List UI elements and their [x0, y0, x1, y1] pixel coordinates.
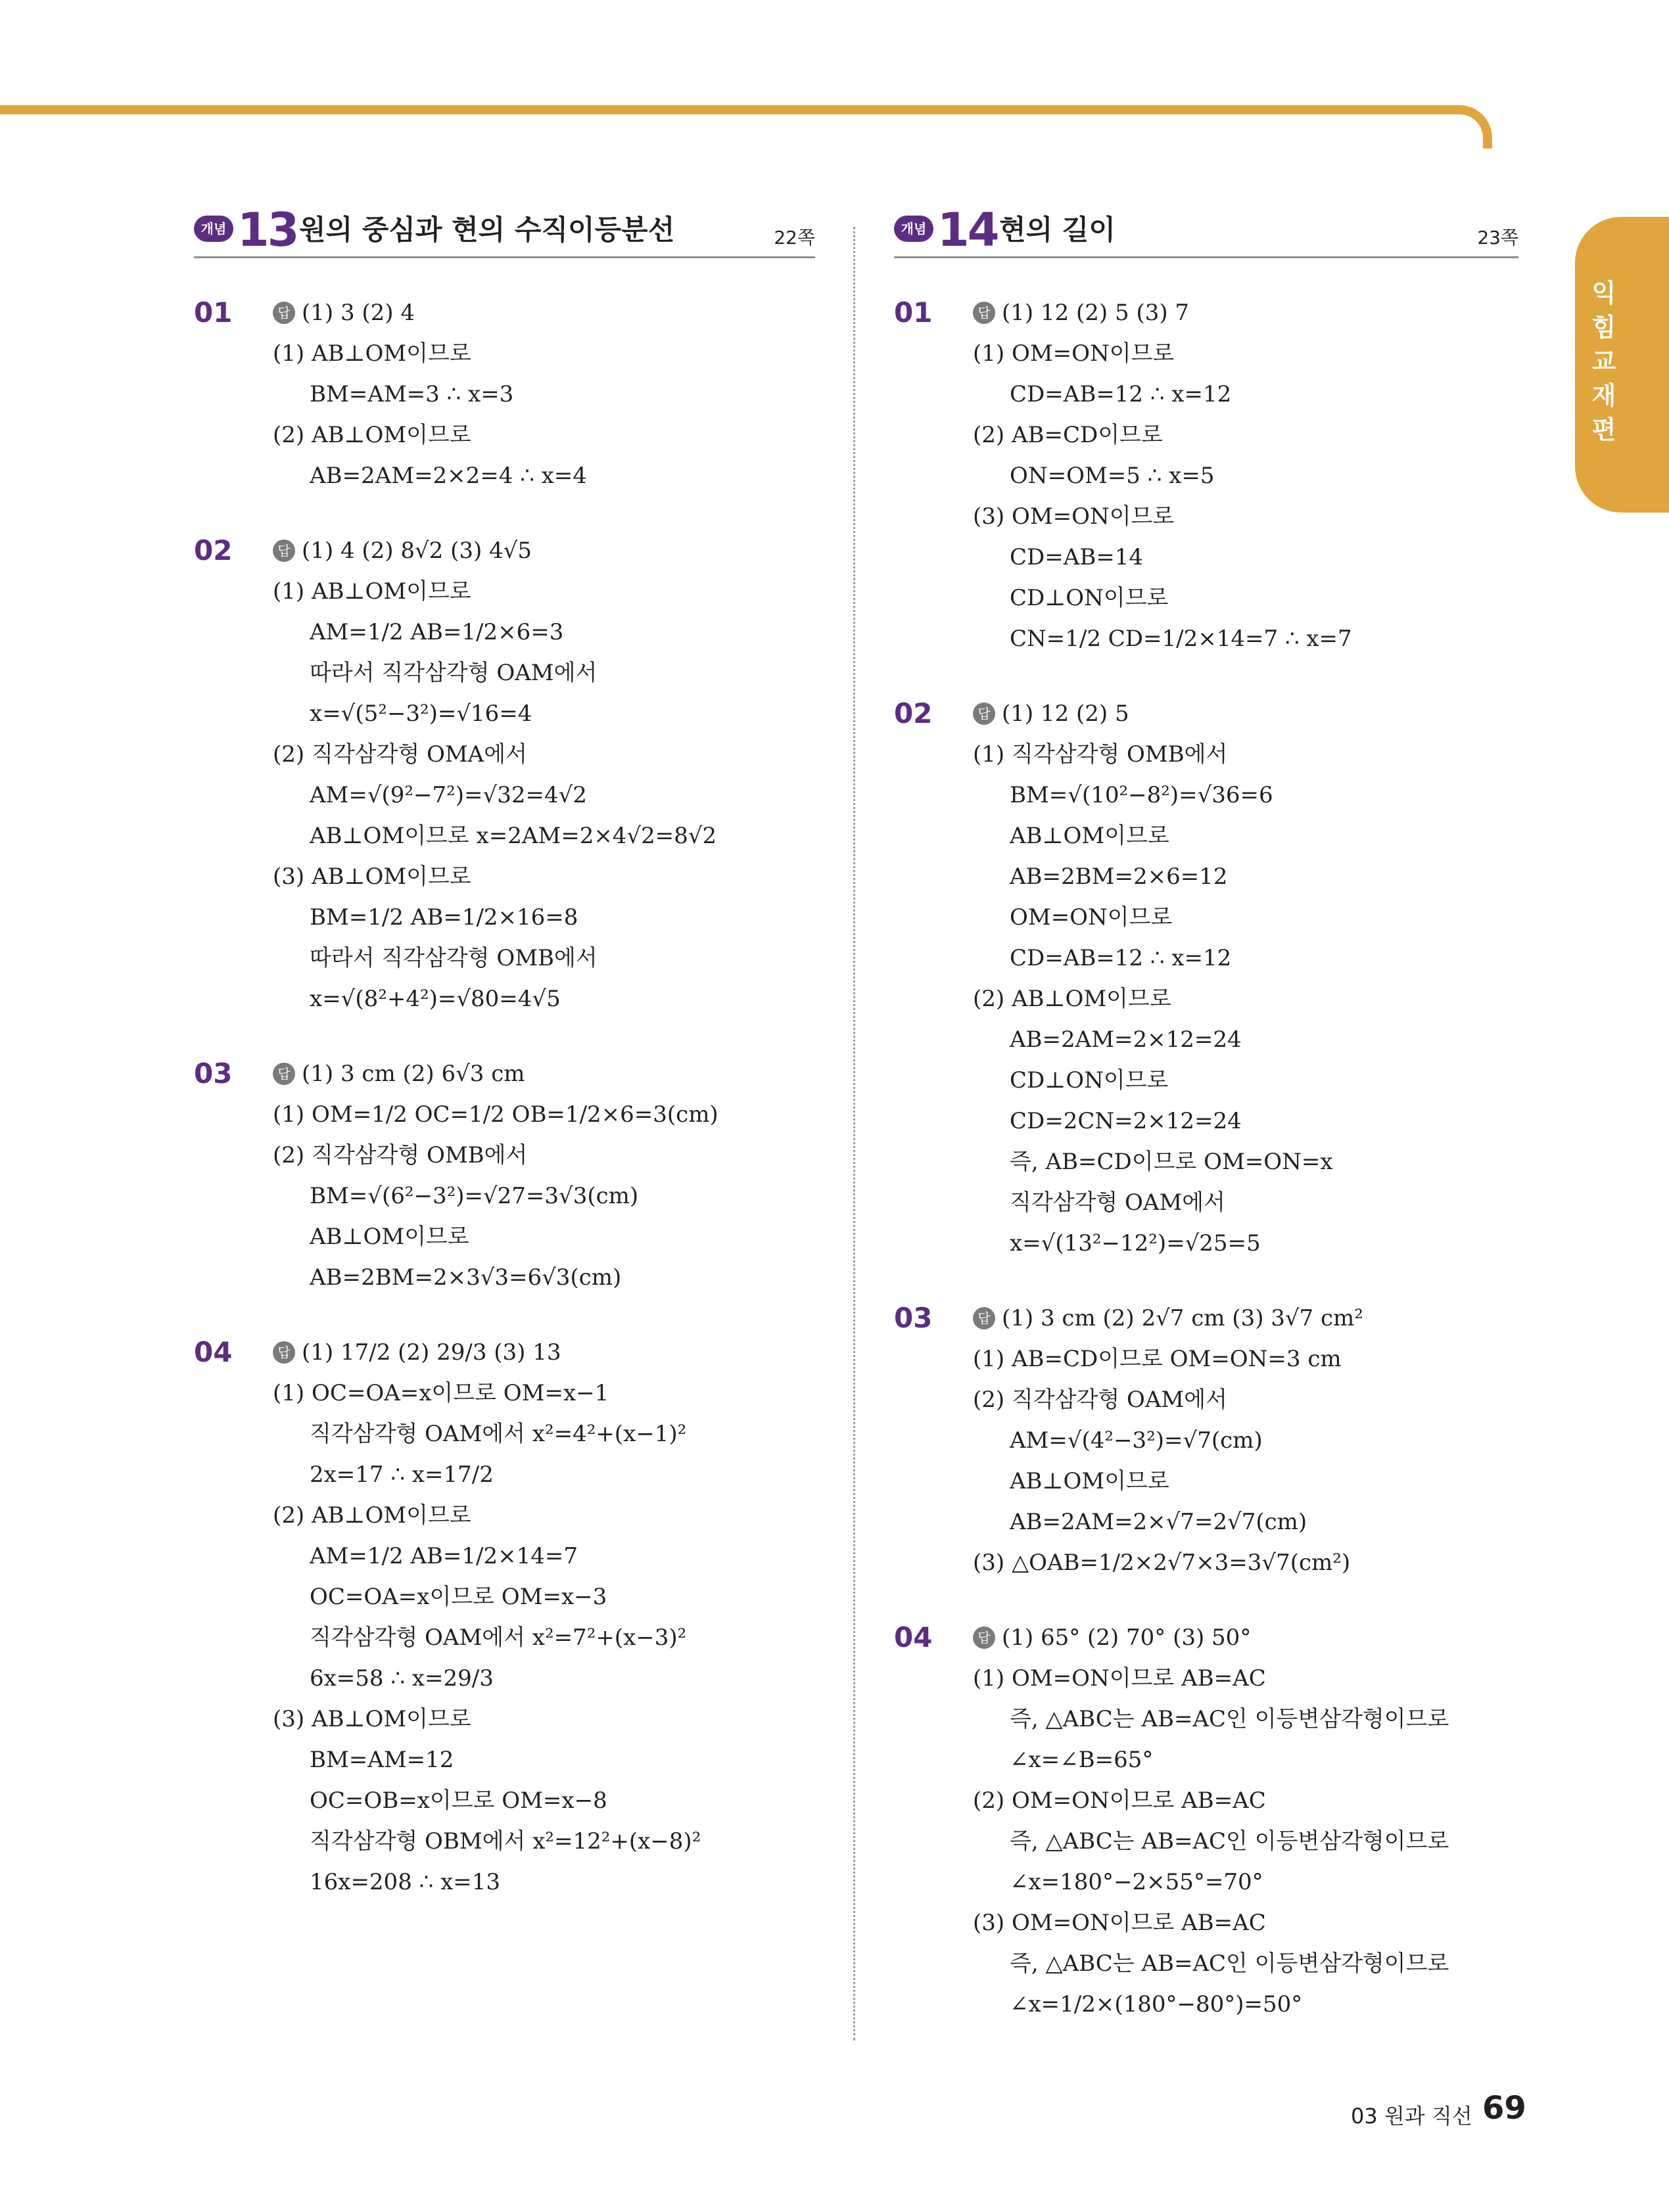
- top-bar: [0, 105, 1492, 149]
- line-text: 16x=208 ∴ x=13: [310, 1869, 500, 1895]
- solution-line: [973, 1141, 1518, 1182]
- left-column: [194, 197, 815, 1902]
- line-text: CN=1/2 CD=1/2×14=7 ∴ x=7: [1010, 626, 1352, 652]
- solution-line: [973, 1740, 1518, 1780]
- solution-line: [973, 1943, 1518, 1984]
- line-text: (1) 3 cm (2) 2√7 cm (3) 3√7 cm²: [1002, 1305, 1363, 1331]
- line-text: AB=2AM=2×12=24: [1010, 1026, 1242, 1053]
- answer-line: [273, 1053, 815, 1094]
- problem-04: [194, 1332, 815, 1902]
- line-text: (3) AB⊥OM이므로: [273, 864, 471, 890]
- solution-line: [273, 1454, 815, 1495]
- line-text: 직각삼각형 OBM에서 x²=12²+(x−8)²: [310, 1828, 701, 1855]
- solution-line: [973, 1821, 1518, 1862]
- line-text: CD=AB=12 ∴ x=12: [1010, 381, 1232, 407]
- line-text: (1) AB⊥OM이므로: [273, 340, 471, 367]
- solution-line: [973, 1101, 1518, 1141]
- side-tab-label: 익힘교재편: [1591, 279, 1616, 444]
- problem-list: [894, 292, 1518, 2025]
- solution-line: [273, 693, 815, 734]
- concept-number: 13: [237, 203, 298, 257]
- right-column: [894, 197, 1518, 2025]
- problem-03: [194, 1053, 815, 1298]
- answer-icon: 답: [973, 1626, 995, 1649]
- concept-badge: 개념: [194, 216, 233, 242]
- solution-line: [973, 1902, 1518, 1943]
- line-text: AB⊥OM이므로: [310, 1224, 469, 1250]
- line-text: OC=OA=x이므로 OM=x−3: [310, 1584, 607, 1610]
- solution-line: [273, 571, 815, 612]
- line-text: BM=√(10²−8²)=√36=6: [1010, 782, 1273, 808]
- solution-line: [973, 856, 1518, 897]
- solution-line: [973, 1780, 1518, 1821]
- solution-line: [273, 1821, 815, 1862]
- problem-02: [894, 693, 1518, 1264]
- line-text: AB=2BM=2×3√3=6√3(cm): [310, 1264, 622, 1291]
- line-text: CD=AB=12 ∴ x=12: [1010, 945, 1232, 971]
- line-text: (1) 3 (2) 4: [302, 300, 415, 326]
- line-text: (2) AB=CD이므로: [973, 422, 1163, 448]
- line-text: ∠x=∠B=65°: [1010, 1747, 1154, 1773]
- answer-line: [273, 530, 815, 571]
- solution-line: [973, 1461, 1518, 1502]
- answer-icon: 답: [273, 1063, 295, 1085]
- line-text: CD⊥ON이므로: [1010, 585, 1169, 611]
- line-text: (1) 4 (2) 8√2 (3) 4√5: [302, 538, 532, 564]
- solution-line: [273, 775, 815, 816]
- line-text: AB⊥OM이므로: [1010, 1468, 1169, 1494]
- line-text: 즉, △ABC는 AB=AC인 이등변삼각형이므로: [1010, 1706, 1449, 1732]
- solution-line: [273, 816, 815, 856]
- line-text: 직각삼각형 OAM에서 x²=7²+(x−3)²: [310, 1624, 687, 1651]
- solution-line: [273, 415, 815, 455]
- solution-line: [973, 578, 1518, 618]
- problem-number: 04: [194, 1336, 233, 1368]
- side-tab: [1575, 217, 1669, 513]
- solution-line: [273, 1780, 815, 1821]
- line-text: OC=OB=x이므로 OM=x−8: [310, 1787, 607, 1814]
- problem-04: [894, 1617, 1518, 2025]
- line-text: (3) AB⊥OM이므로: [273, 1706, 471, 1732]
- problem-03: [894, 1298, 1518, 1583]
- footer-chapter: 03 원과 직선: [1351, 2104, 1472, 2129]
- line-text: (1) 3 cm (2) 6√3 cm: [302, 1061, 525, 1087]
- line-text: (1) 65° (2) 70° (3) 50°: [1002, 1624, 1252, 1651]
- line-text: 직각삼각형 OAM에서: [1010, 1189, 1225, 1216]
- solution-line: [273, 1414, 815, 1454]
- answer-line: [973, 292, 1518, 333]
- line-text: AM=√(4²−3²)=√7(cm): [1010, 1427, 1263, 1454]
- solution-line: [973, 374, 1518, 415]
- line-text: AM=1/2 AB=1/2×14=7: [310, 1543, 578, 1569]
- page-reference: 22쪽: [774, 227, 815, 248]
- solution-line: [973, 1339, 1518, 1379]
- solution-line: [273, 1740, 815, 1780]
- line-text: x=√(5²−3²)=√16=4: [310, 701, 532, 727]
- line-text: ON=OM=5 ∴ x=5: [1010, 463, 1215, 489]
- column-divider: [853, 227, 855, 2040]
- line-text: 즉, △ABC는 AB=AC인 이등변삼각형이므로: [1010, 1950, 1449, 1977]
- solution-line: [273, 653, 815, 693]
- solution-line: [273, 1577, 815, 1617]
- solution-line: [273, 938, 815, 979]
- solution-line: [973, 455, 1518, 496]
- line-text: (1) OM=ON이므로: [973, 340, 1175, 367]
- line-text: (1) AB⊥OM이므로: [273, 578, 471, 605]
- answer-icon: 답: [973, 1307, 995, 1329]
- answer-icon: 답: [273, 302, 295, 324]
- solution-line: [273, 1617, 815, 1658]
- line-text: 즉, AB=CD이므로 OM=ON=x: [1010, 1149, 1333, 1175]
- line-text: (2) OM=ON이므로 AB=AC: [973, 1787, 1266, 1814]
- solution-line: [273, 333, 815, 374]
- line-text: (3) OM=ON이므로 AB=AC: [973, 1910, 1266, 1936]
- solution-line: [973, 496, 1518, 537]
- answer-line: [273, 292, 815, 333]
- line-text: CD=AB=14: [1010, 544, 1144, 570]
- line-text: (2) AB⊥OM이므로: [973, 986, 1171, 1012]
- solution-line: [973, 979, 1518, 1019]
- answer-line: [973, 693, 1518, 734]
- line-text: AM=1/2 AB=1/2×6=3: [310, 619, 564, 645]
- answer-icon: 답: [273, 1341, 295, 1364]
- line-text: BM=√(6²−3²)=√27=3√3(cm): [310, 1183, 639, 1209]
- solution-line: [973, 1542, 1518, 1583]
- section-header: [194, 197, 815, 258]
- line-text: (2) AB⊥OM이므로: [273, 422, 471, 448]
- solution-line: [973, 897, 1518, 938]
- solution-line: [973, 1223, 1518, 1264]
- answer-icon: 답: [973, 302, 995, 324]
- answer-icon: 답: [273, 540, 295, 562]
- solution-line: [973, 1699, 1518, 1740]
- solution-line: [273, 1216, 815, 1257]
- problem-02: [194, 530, 815, 1019]
- solution-line: [973, 734, 1518, 775]
- page-reference: 23쪽: [1477, 227, 1518, 248]
- problem-number: 03: [894, 1302, 933, 1334]
- line-text: 6x=58 ∴ x=29/3: [310, 1665, 494, 1692]
- line-text: OM=ON이므로: [1010, 904, 1173, 931]
- line-text: (1) OM=ON이므로 AB=AC: [973, 1665, 1266, 1692]
- problem-list: [194, 292, 815, 1902]
- line-text: (1) OC=OA=x이므로 OM=x−1: [273, 1380, 609, 1406]
- line-text: (1) 직각삼각형 OMB에서: [973, 741, 1228, 768]
- line-text: (3) OM=ON이므로: [973, 503, 1175, 530]
- solution-line: [273, 374, 815, 415]
- line-text: BM=1/2 AB=1/2×16=8: [310, 904, 578, 931]
- line-text: 따라서 직각삼각형 OAM에서: [310, 660, 598, 686]
- solution-line: [273, 1699, 815, 1740]
- line-text: 즉, △ABC는 AB=AC인 이등변삼각형이므로: [1010, 1828, 1449, 1855]
- line-text: (3) △OAB=1/2×2√7×3=3√7(cm²): [973, 1550, 1351, 1576]
- problem-number: 04: [894, 1621, 933, 1653]
- solution-line: [273, 1658, 815, 1699]
- solution-line: [273, 1094, 815, 1135]
- problem-number: 01: [194, 296, 233, 329]
- solution-line: [973, 1658, 1518, 1699]
- solution-line: [973, 618, 1518, 659]
- section-header: [894, 197, 1518, 258]
- solution-line: [973, 333, 1518, 374]
- line-text: AM=√(9²−7²)=√32=4√2: [310, 782, 587, 808]
- answer-icon: 답: [973, 703, 995, 725]
- solution-line: [973, 1862, 1518, 1902]
- line-text: 2x=17 ∴ x=17/2: [310, 1462, 494, 1488]
- solution-line: [973, 1182, 1518, 1223]
- problem-01: [194, 292, 815, 496]
- line-text: BM=AM=3 ∴ x=3: [310, 381, 514, 407]
- line-text: (2) AB⊥OM이므로: [273, 1502, 471, 1529]
- line-text: 직각삼각형 OAM에서 x²=4²+(x−1)²: [310, 1421, 687, 1447]
- solution-line: [973, 1420, 1518, 1461]
- solution-line: [273, 1536, 815, 1577]
- solution-line: [973, 537, 1518, 578]
- solution-line: [273, 897, 815, 938]
- solution-line: [973, 1019, 1518, 1060]
- line-text: BM=AM=12: [310, 1747, 454, 1773]
- page-number: 69: [1482, 2090, 1526, 2127]
- line-text: (1) 12 (2) 5: [1002, 701, 1129, 727]
- line-text: (1) 17/2 (2) 29/3 (3) 13: [302, 1339, 561, 1366]
- line-text: (2) 직각삼각형 OMB에서: [273, 1142, 528, 1168]
- line-text: CD=2CN=2×12=24: [1010, 1108, 1242, 1134]
- line-text: AB⊥OM이므로: [1010, 823, 1169, 849]
- solution-line: [273, 612, 815, 653]
- problem-number: 02: [894, 697, 933, 729]
- solution-line: [273, 1373, 815, 1414]
- line-text: AB=2BM=2×6=12: [1010, 864, 1228, 890]
- solution-line: [973, 1060, 1518, 1101]
- line-text: x=√(8²+4²)=√80=4√5: [310, 986, 561, 1012]
- concept-badge: 개념: [894, 216, 933, 242]
- solution-line: [273, 734, 815, 775]
- answer-line: [973, 1617, 1518, 1658]
- line-text: ∠x=180°−2×55°=70°: [1010, 1869, 1263, 1895]
- solution-line: [973, 1502, 1518, 1542]
- solution-line: [973, 1984, 1518, 2025]
- line-text: AB⊥OM이므로 x=2AM=2×4√2=8√2: [310, 823, 717, 849]
- solution-line: [273, 1495, 815, 1536]
- problem-number: 03: [194, 1057, 233, 1090]
- line-text: (2) 직각삼각형 OMA에서: [273, 741, 527, 768]
- solution-line: [973, 415, 1518, 455]
- line-text: AB=2AM=2×2=4 ∴ x=4: [310, 463, 587, 489]
- solution-line: [273, 1176, 815, 1216]
- section-title: 원의 중심과 현의 수직이등분선: [299, 214, 675, 246]
- solution-line: [273, 856, 815, 897]
- solution-line: [973, 816, 1518, 856]
- line-text: ∠x=1/2×(180°−80°)=50°: [1010, 1991, 1303, 2017]
- line-text: (1) OM=1/2 OC=1/2 OB=1/2×6=3(cm): [273, 1101, 718, 1128]
- solution-line: [273, 1135, 815, 1176]
- solution-line: [973, 938, 1518, 979]
- line-text: (1) AB=CD이므로 OM=ON=3 cm: [973, 1346, 1342, 1372]
- line-text: x=√(13²−12²)=√25=5: [1010, 1230, 1261, 1256]
- problem-01: [894, 292, 1518, 659]
- solution-line: [273, 1862, 815, 1902]
- solution-line: [973, 775, 1518, 816]
- answer-line: [973, 1298, 1518, 1339]
- solution-line: [273, 455, 815, 496]
- line-text: AB=2AM=2×√7=2√7(cm): [1010, 1509, 1307, 1535]
- section-title: 현의 길이: [999, 214, 1116, 246]
- concept-number: 14: [937, 203, 998, 257]
- solution-line: [273, 1257, 815, 1298]
- line-text: (2) 직각삼각형 OAM에서: [973, 1387, 1227, 1413]
- line-text: CD⊥ON이므로: [1010, 1067, 1169, 1094]
- line-text: (1) 12 (2) 5 (3) 7: [1002, 300, 1190, 326]
- line-text: 따라서 직각삼각형 OMB에서: [310, 945, 598, 971]
- solution-line: [973, 1379, 1518, 1420]
- answer-line: [273, 1332, 815, 1373]
- problem-number: 02: [194, 534, 233, 566]
- problem-number: 01: [894, 296, 933, 329]
- solution-line: [273, 979, 815, 1019]
